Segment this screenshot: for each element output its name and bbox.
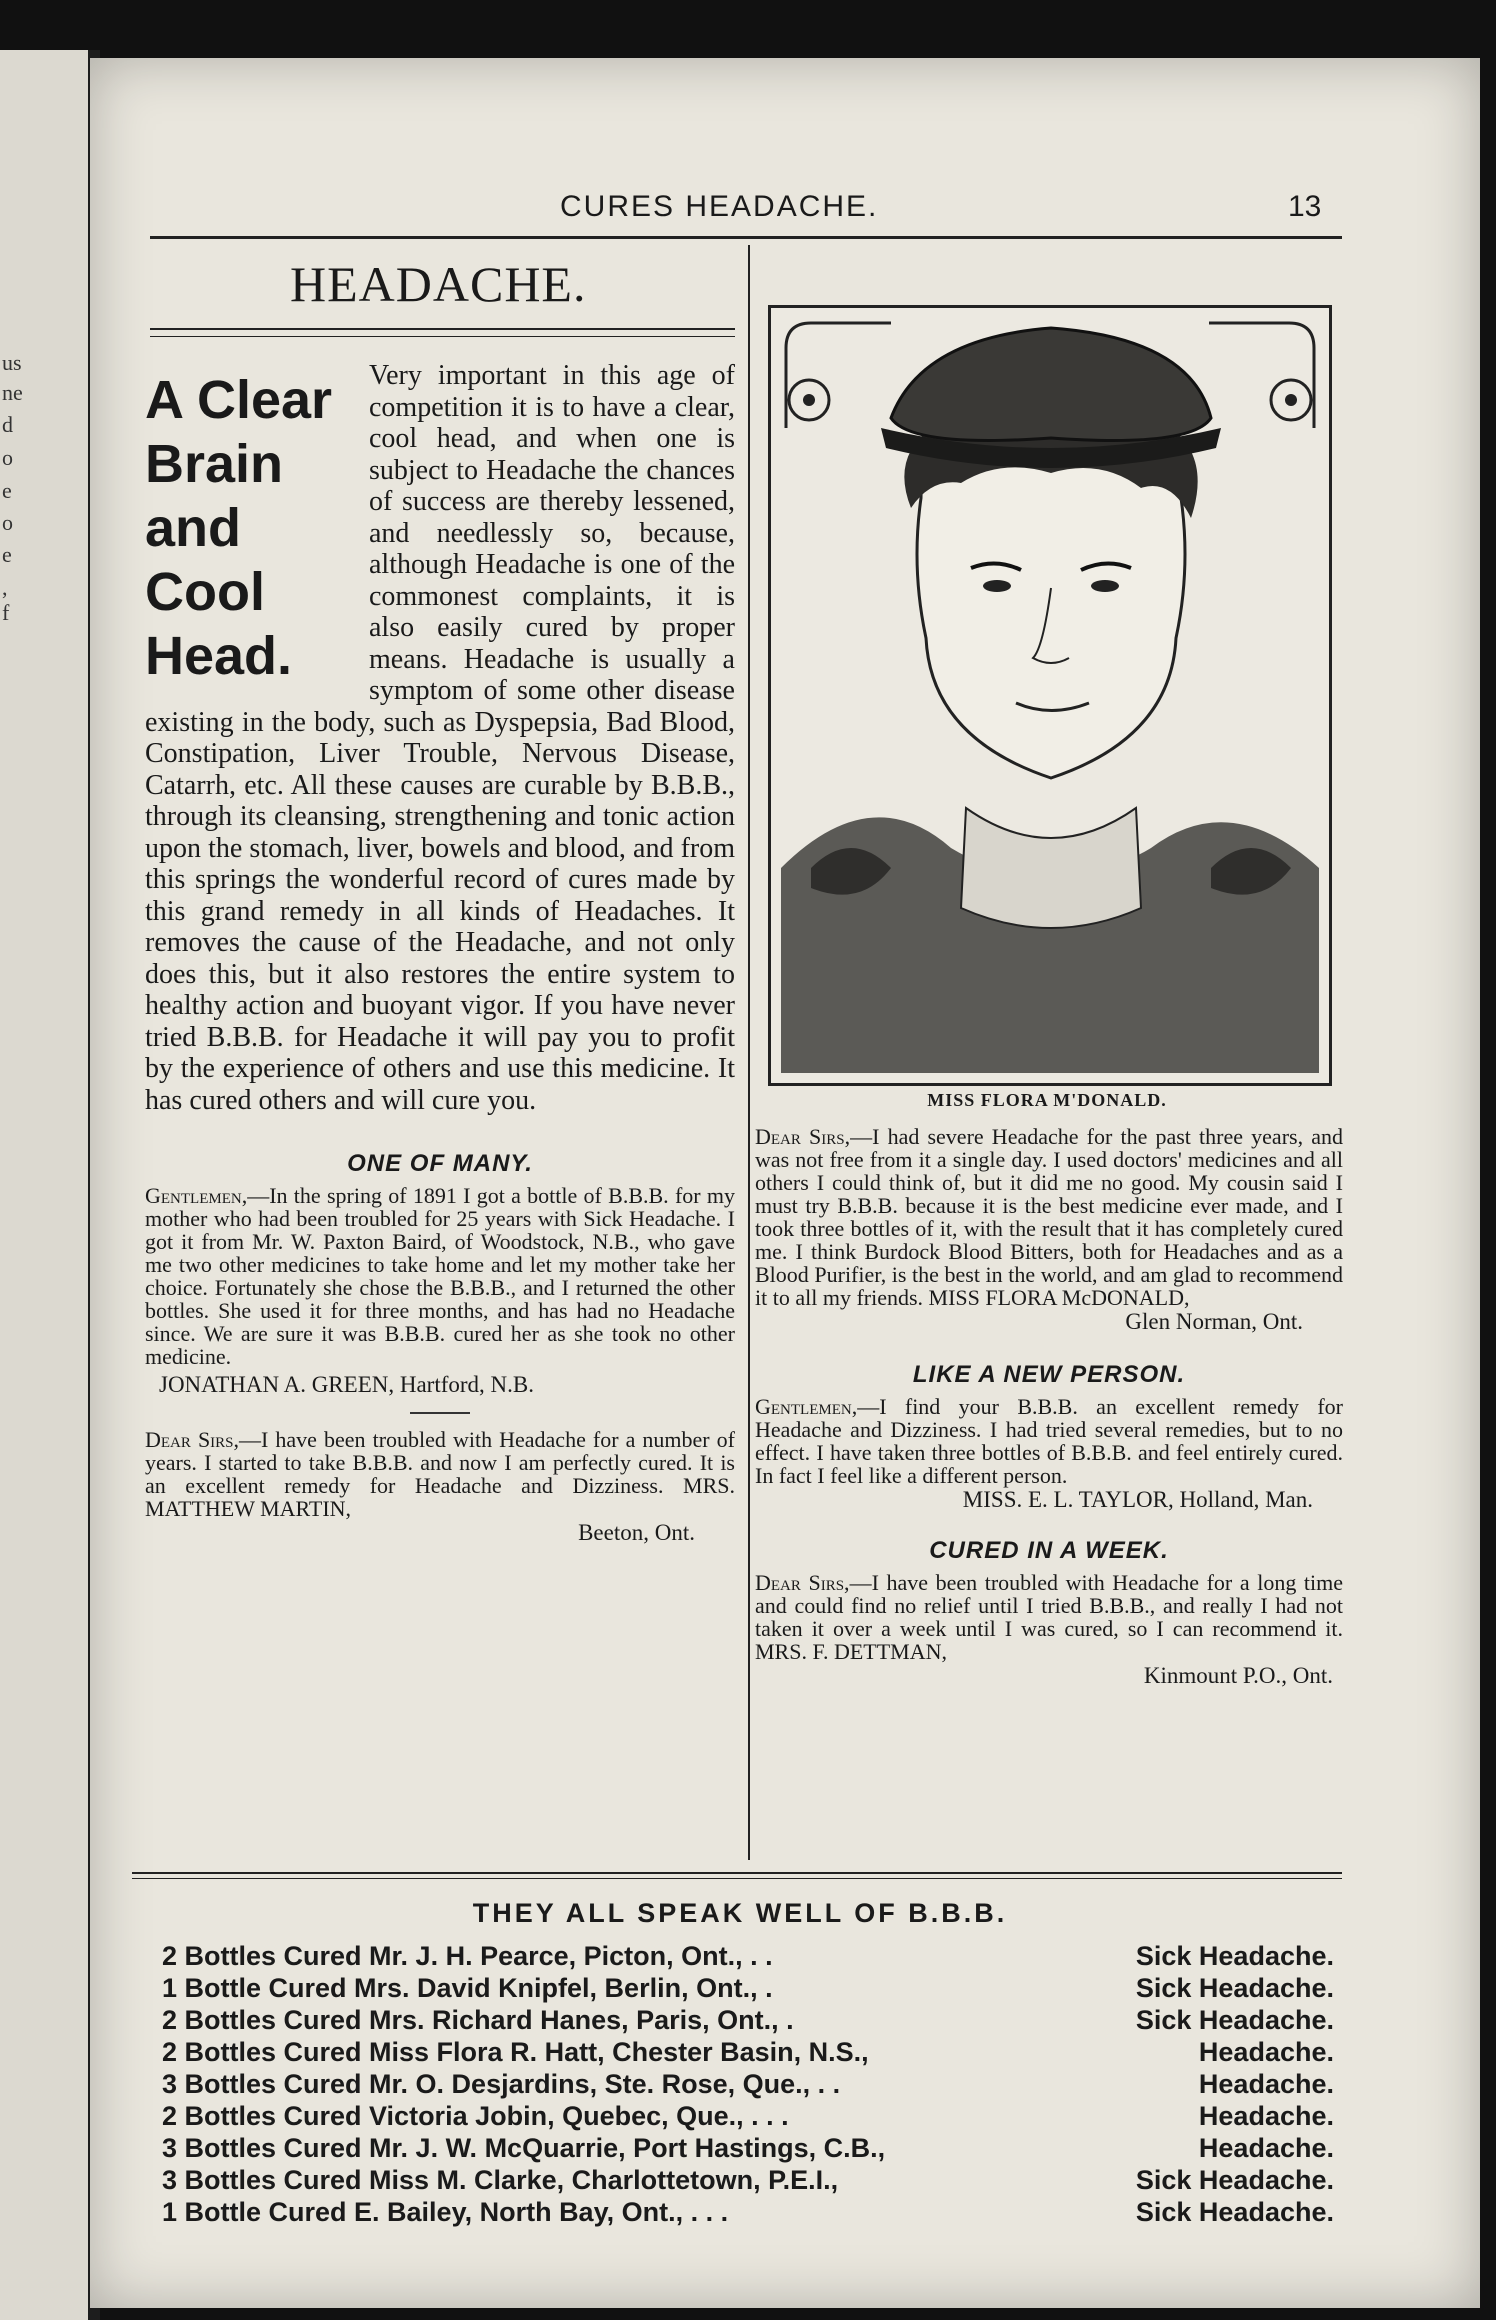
testimonial-lead: 3 Bottles Cured Miss M. Clarke, Charlottetown, P.E.I., [162,2165,839,2195]
column-divider [748,245,750,1860]
separator-rule [410,1412,470,1414]
left-column [145,360,735,1546]
cured-in-week-heading: CURED IN A WEEK. [929,1537,1169,1564]
testimonial-lead: 1 Bottle Cured E. Bailey, North Bay, Ont., . . . [162,2197,729,2227]
salutation: Dear Sirs, [755,1124,851,1149]
testimonial-ailment: Headache. [1198,2069,1334,2099]
margin-fragment: e [2,542,12,567]
one-of-many-heading: ONE OF MANY. [347,1150,533,1177]
mcdonald-letter [755,1125,1343,1309]
letter-text: —I have been troubled with Headache for a long time and could find no relief until I tried B.B.B., and really I had not taken it over a week until I was cured, so I can recommend it. MRS. F. DETTMAN, [755,1570,1344,1664]
page-number: 13 [1288,190,1322,223]
portrait-caption: MISS FLORA M'DONALD. [927,1090,1167,1110]
list-item [162,2036,1334,2068]
salutation: Gentlemen, [755,1394,858,1419]
martin-letter [145,1428,735,1520]
martin-place: Beeton, Ont. [578,1520,695,1545]
margin-fragment: e [2,478,12,503]
list-item [162,2132,1334,2164]
running-head: CURES HEADACHE. [560,190,879,223]
testimonial-lead: 2 Bottles Cured Mr. J. H. Pearce, Picton, Ont., . . [162,1941,773,1971]
portrait-engraving [768,305,1332,1086]
letter-text: —I have been troubled with Headache for a number of years. I started to take B.B.B. and now I am perfectly cured. It is an excellent remedy for Headache and Dizziness. MRS. MATTHEW MARTIN, [145,1427,735,1521]
one-of-many-signature: JONATHAN A. GREEN, Hartford, N.B. [159,1372,534,1397]
mcdonald-place: Glen Norman, Ont. [1125,1309,1303,1334]
testimonial-lead: 3 Bottles Cured Mr. J. W. McQuarrie, Port Hastings, C.B., [162,2133,886,2163]
header-rule [150,236,1342,239]
portrait-illustration [771,308,1329,1083]
list-item [162,2068,1334,2100]
letter-text: —I find your B.B.B. an excellent remedy for Headache and Dizziness. I had tried several remedies, but to no effect. I have taken three bottles of B.B.B. and feel entirely cured. In fact I feel like a different person. [755,1394,1343,1488]
drop-line: Cool [145,562,265,622]
testimonial-ailment: Sick Headache. [1135,1973,1334,2003]
section-rule-thin [132,1878,1342,1879]
drop-headline [145,368,355,688]
testimonial-ailment: Headache. [1198,2133,1334,2163]
title-rule-thin [150,336,735,337]
like-new-person-letter [755,1395,1343,1487]
testimonial-lead: 2 Bottles Cured Victoria Jobin, Quebec, Que., . . . [162,2101,789,2131]
margin-fragment: f [2,600,10,625]
like-new-person-signature: MISS. E. L. TAYLOR, Holland, Man. [962,1487,1313,1512]
margin-fragment: us [2,350,22,375]
margin-fragment: o [2,510,13,535]
testimonial-lead: 3 Bottles Cured Mr. O. Desjardins, Ste. Rose, Que., . . [162,2069,841,2099]
margin-fragment: ne [2,380,23,405]
testimonial-lead: 2 Bottles Cured Mrs. Richard Hanes, Paris, Ont., . [162,2005,794,2035]
testimonial-lead: 2 Bottles Cured Miss Flora R. Hatt, Chester Basin, N.S., [162,2037,869,2067]
drop-line: Head. [145,626,293,686]
title-rule [150,328,735,330]
salutation: Dear Sirs, [755,1570,850,1595]
drop-line: and [145,498,242,558]
margin-fragment: , [2,575,8,600]
salutation: Dear Sirs, [145,1427,240,1452]
list-item [162,1972,1334,2004]
letter-text: —I had severe Headache for the past three years, and was not free from it a single day. I used doctors' medicines and all others I could think of, but it did me no good. My cousin said I must try B.B.B. because it is the best medicine ever made, and I took three bottles of it, with the result that it has completely cured me. I think Burdock Blood Bitters, both for Headaches and as a Blood Purifier, is the best in the world, and am glad to recommend it to all my friends. MISS FLORA McDONALD, [755,1124,1343,1310]
cured-in-week-place: Kinmount P.O., Ont. [1143,1663,1333,1688]
letter-text: —In the spring of 1891 I got a bottle of B.B.B. for my mother who had been troubled for 25 years with Sick Headache. I got it from Mr. W. Paxton Baird, of Woodstock, N.B., who gave me two other medicines to take home and let my mother take her choice. Fortunately she chose the B.B.B., and I returned the other bottles. She used it for three months, and has had no Headache since. We are sure it was B.B.B. cured her as she took no other medicine. [145,1183,735,1369]
testimonial-ailment: Sick Headache. [1135,2005,1334,2035]
testimonials-list [162,1940,1334,2228]
section-rule [132,1872,1342,1874]
testimonial-ailment: Headache. [1198,2037,1334,2067]
like-new-person-heading: LIKE A NEW PERSON. [912,1361,1186,1388]
drop-line: Brain [145,434,284,494]
right-column [755,1125,1343,1689]
margin-fragment: d [2,412,13,437]
one-of-many-letter [145,1184,735,1368]
testimonial-lead: 1 Bottle Cured Mrs. David Knipfel, Berlin, Ont., . [162,1973,773,2003]
list-item [162,1940,1334,1972]
previous-page-edge [0,50,96,2320]
testimonials-title: THEY ALL SPEAK WELL OF B.B.B. [472,1898,1008,1928]
list-item [162,2004,1334,2036]
salutation: Gentlemen, [145,1183,248,1208]
testimonial-ailment: Sick Headache. [1135,2165,1334,2195]
article-title: HEADACHE. [290,256,587,312]
list-item [162,2100,1334,2132]
drop-line: A Clear [145,370,333,430]
testimonial-ailment: Headache. [1198,2101,1334,2131]
article-body: Very important in this age of competition it is to have a clear, cool head, and when one is subject to Headache the chances of success are thereby lessened, and needlessly so, because, although Headache is one of the commonest complaints, it is also easily cured by proper means. Headache is usually a symptom of some other disease existing in the body, such as Dyspepsia, Bad Blood, Constipation, Liver Trouble, Nervous Disease, Catarrh, etc. All these causes are curable by B.B.B., through its cleansing, strengthening and tonic action upon the stomach, liver, bowels and blood, and from this springs the wonderful record of cures made by this grand remedy in all kinds of Headaches. It removes the cause of the Headache, and not only does this, but it also restores the entire system to healthy action and buoyant vigor. If you have never tried B.B.B. for Headache it will pay you to profit by the experience of others and use this medicine. It has cured others and will cure you. [145,360,735,1116]
margin-fragment: o [2,445,13,470]
testimonial-ailment: Sick Headache. [1135,2197,1334,2227]
list-item [162,2196,1334,2228]
cured-in-week-letter [755,1571,1343,1663]
testimonial-ailment: Sick Headache. [1135,1941,1334,1971]
list-item [162,2164,1334,2196]
